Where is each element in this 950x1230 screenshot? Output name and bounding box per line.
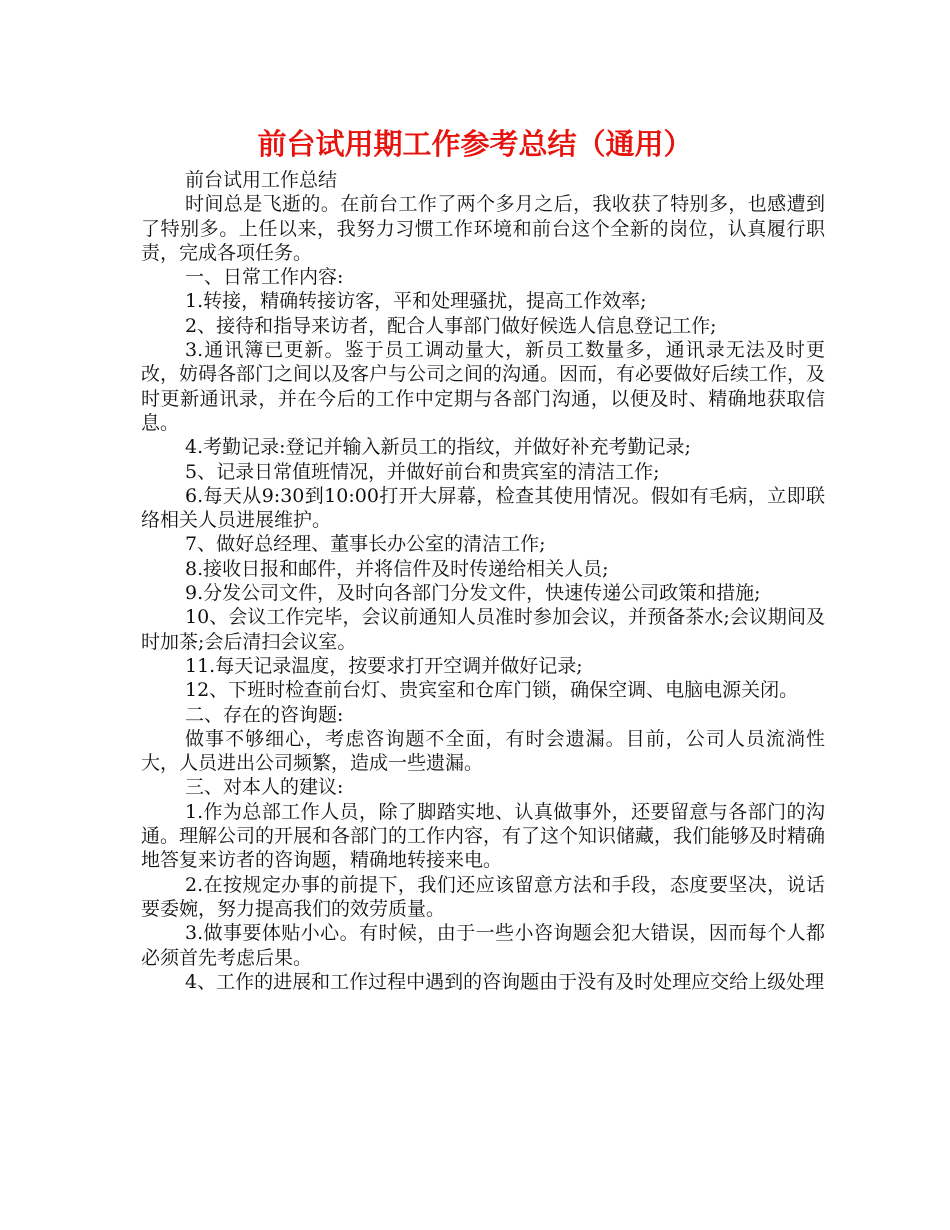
- paragraph-item: 4、工作的进展和工作过程中遇到的咨询题由于没有及时处理应交给上级处理: [185, 970, 825, 993]
- paragraph-item: 9.分发公司文件，及时向各部门分发文件，快速传递公司政策和措施;: [185, 582, 761, 605]
- paragraph-problems: 做事不够细心，考虑咨询题不全面，有时会遗漏。目前，公司人员流淌性大，人员进出公司频繁，造成一些遗漏。: [141, 727, 825, 775]
- paragraph-item: 2、接待和指导来访者，配合人事部门做好候选人信息登记工作;: [185, 314, 717, 337]
- section-heading-daily-work: 一、日常工作内容:: [185, 266, 344, 289]
- paragraph-item: 4.考勤记录:登记并输入新员工的指纹，并做好补充考勤记录;: [185, 436, 691, 459]
- paragraph-item: 2.在按规定办事的前提下，我们还应该留意方法和手段，态度要坚决，说话要委婉，努力提高我们的效劳质量。: [141, 873, 825, 920]
- paragraph-subtitle: 前台试用工作总结: [185, 169, 338, 191]
- document-body: [141, 168, 825, 994]
- section-heading-problems: 二、存在的咨询题:: [185, 703, 344, 726]
- paragraph-item: 10、会议工作完毕，会议前通知人员准时参加会议，并预备茶水;会议期间及时加茶;会后清扫会议室。: [141, 606, 825, 653]
- paragraph-item: 1.转接，精确转接访客，平和处理骚扰，提高工作效率;: [185, 290, 647, 313]
- paragraph-item: 12、下班时检查前台灯、贵宾室和仓库门锁，确保空调、电脑电源关闭。: [185, 679, 799, 702]
- paragraph-item: 11.每天记录温度，按要求打开空调并做好记录;: [185, 654, 583, 677]
- paragraph-item: 8.接收日报和邮件，并将信件及时传递给相关人员;: [185, 557, 609, 580]
- paragraph-item: 6.每天从9:30到10:00打开大屏幕，检查其使用情况。假如有毛病，立即联络相关人员进展维护。: [141, 484, 825, 532]
- document-title: 前台试用期工作参考总结（通用）: [257, 127, 693, 161]
- paragraph-item: 3.做事要体贴小心。有时候，由于一些小咨询题会犯大错误，因而每个人都必须首先考虑后果。: [141, 922, 825, 969]
- section-heading-suggestions: 三、对本人的建议:: [185, 776, 344, 799]
- paragraph-item: 7、做好总经理、董事长办公室的清洁工作;: [185, 533, 546, 556]
- paragraph-item: 3.通讯簿已更新。鉴于员工调动量大，新员工数量多，通讯录无法及时更改，妨碍各部门之间以及客户与公司之间的沟通。因而，有必要做好后续工作，及时更新通讯录，并在今后的工作中定期与各部门沟通，以便及时、精确地获取信息。: [141, 339, 826, 434]
- paragraph-item: 5、记录日常值班情况，并做好前台和贵宾室的清洁工作;: [185, 460, 660, 483]
- paragraph-intro: 时间总是飞逝的。在前台工作了两个多月之后，我收获了特别多，也感遭到了特别多。上任以来，我努力习惯工作环境和前台这个全新的岗位，认真履行职责，完成各项任务。: [141, 193, 825, 264]
- paragraph-item: 1.作为总部工作人员，除了脚踏实地、认真做事外，还要留意与各部门的沟通。理解公司的开展和各部门的工作内容，有了这个知识储藏，我们能够及时精确地答复来访者的咨询题，精确地转接来电。: [141, 800, 826, 872]
